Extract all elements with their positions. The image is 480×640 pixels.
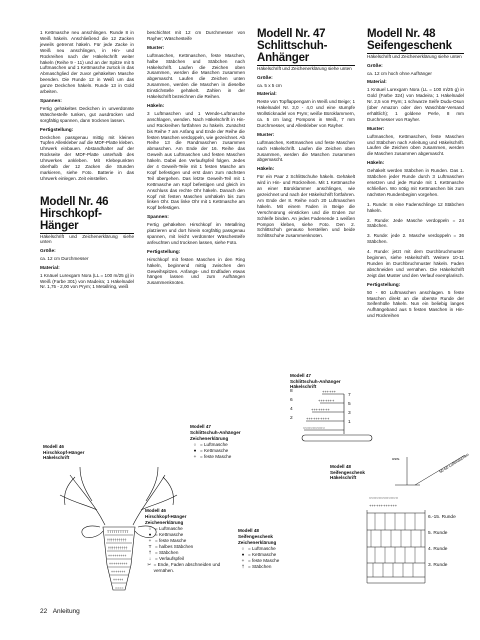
m48-runde-1: 1. Runde: In eine Fadenschlinge 12 Stäbchen häkeln. xyxy=(367,201,464,213)
model-47-title: Modell Nr. 47 xyxy=(257,28,326,40)
legend-47-item xyxy=(190,454,270,460)
legend-48-title3: Zeichenerklärung xyxy=(238,540,277,545)
feste-masche-icon: + xyxy=(148,538,152,543)
m46-material-heading: Material: xyxy=(40,265,60,271)
m47-material: Reste von Topflappengarn in Weiß und Beige; 1 Häkelnadel Nr. 3,0 - 4,0 und eine stumpfe Wollsticknadel von Prym; weiße Büroklammern, ca. 5 cm lang; Pompons in Weiß, 7 mm Durchmesser, und Alleskleber von Rayher. xyxy=(257,99,355,128)
m47-skate-chart xyxy=(300,388,380,448)
m48-round-label: 4. Runde xyxy=(428,547,448,552)
legend-text: = Ende, Faden abschneiden und vernähen. xyxy=(153,562,221,573)
m46-material: 1 Knäuel Lurexgarn Nora (LL = 100 m/25 g) in Weiß (Farbe 301) von Madeira; 1 Häkelnadel Nr. 1,75 - 2,00 von Prym; 1 Metallring, weiß xyxy=(40,272,134,290)
model-46-sub: Häkelschrift und Zeichenerklärung siehe unten xyxy=(40,233,134,245)
staebchen-icon: † xyxy=(148,550,152,555)
svg-text:++++++: ++++++ xyxy=(322,389,337,394)
m47-row-6: 6 xyxy=(290,398,293,403)
legend-text: = feste Masche xyxy=(248,558,280,563)
model-48-name: Seifengeschenk xyxy=(367,40,464,54)
m48-fertig-heading: Fertigstellung: xyxy=(367,282,401,288)
model-46-name: Hirschkopf-Hänger xyxy=(40,208,134,234)
kettmasche-icon: ● xyxy=(241,552,245,557)
model-46-header xyxy=(40,196,134,234)
m48-runde-2: 2. Runde: Jede Masche verdoppeln = 24 Stäbchen. xyxy=(367,217,464,229)
m48-material-heading: Material: xyxy=(367,80,387,86)
m48-runde-3: 3. Runde: jede 2. Masche verdoppeln = 36 Stäbchen. xyxy=(367,233,464,245)
m48-usw-label: usw. xyxy=(392,456,401,461)
m47-row-5: 5 xyxy=(348,402,351,407)
legend-46-title1: Modell 46 xyxy=(145,508,166,513)
m47-material-heading: Material: xyxy=(257,92,277,98)
svg-text:○○○○○○○○○: ○○○○○○○○○ xyxy=(303,425,325,430)
legend-47-title3: Zeichenerklärung xyxy=(190,436,229,441)
luftmasche-icon: ○ xyxy=(193,442,197,447)
m48-groesse-heading: Größe: xyxy=(367,63,383,69)
svg-text:+++++++++: +++++++++ xyxy=(108,554,127,558)
m47-row-8: 8 xyxy=(290,389,293,394)
m47-muster-heading: Muster: xyxy=(257,132,275,138)
col2-top-text: beschichtet mit 12 cm Durchmesser von Rayher; Wäschesteife xyxy=(147,30,245,41)
m48-muster-heading: Muster: xyxy=(367,126,385,132)
spannen-heading: Spannen: xyxy=(40,98,62,104)
legend-48-item xyxy=(238,564,318,570)
legend-text: = Stäbchen xyxy=(155,550,179,555)
spannen-text: Fertig gehäkeltes Deckchen in unverdünnte Wäschesteife tunken, gut ausdrücken und sorgfältig spannen, dann trocknen lassen. xyxy=(40,105,134,123)
legend-46-title2: Hirschkopf-Hänger xyxy=(145,514,187,519)
m47-muster: Luftmaschen, Kettmaschen und feste Maschen nach Häkelschrift. Laufen die Zeichen oben zusammen, werden die Maschen zusammen abgemascht. xyxy=(257,139,355,163)
column-4 xyxy=(367,28,464,323)
legend-text: = halbes Stäbchen xyxy=(155,544,194,549)
m48-round-label: 5. Runde xyxy=(428,531,448,536)
page-number: 22 xyxy=(40,608,48,615)
luftmasche-icon: ○ xyxy=(148,526,152,531)
fertigstellung-heading: Fertigstellung: xyxy=(40,127,74,133)
model-48-sub: Häkelschrift und Zeichenerklärung siehe unten xyxy=(367,54,462,59)
m48-fertig: 50 - 60 Luftmaschen anschlagen. 5 feste Maschen direkt an die oberste Runde der Seifenhülle häkeln. Nun ein beliebig langes Aufhängeband aus 5 festen Maschen in Hin- und Rückreihen xyxy=(367,289,464,319)
legend-48-title1: Modell 48 xyxy=(238,528,259,533)
model-46-title: Modell Nr. 46 xyxy=(40,195,109,208)
m47-haekeln: Für ein Paar 2 Schlittschuhe häkeln. Gehäkelt wird in Hin- und Rückreihen. Mit 1 Kettmasche an einer Büroklammer anschlingen, wie gezeichnet und nach der Häkelschrift fortfahren. Am Ende der 8. Reihe noch 20 Luftmaschen häkeln. Mit einem Faden in Beige die Verschnürung einsticken und die Enden zur Schleife binden. An jedes Fadenende 1 weißen Pompon kleben, siehe Foto. Den 2. Schlittschuh genauso herstellen und beide Schlittschuhe zusammenknoten. xyxy=(257,174,355,239)
legend-46-title3: Zeichenerklärung xyxy=(145,520,184,525)
legend-text: = Kettmasche xyxy=(155,532,184,537)
legend-text: = Kettmasche xyxy=(248,552,277,557)
m47-diagram-label: Modell 47 Schlittschuh-Anhänger Häkelschrift xyxy=(290,373,341,390)
m47-row-1: 1 xyxy=(348,420,351,425)
svg-text:+++++++: +++++++ xyxy=(111,570,126,574)
legend-text: = Luftmasche xyxy=(155,526,183,531)
m48-diagram-label: Modell 48 Seifengeschenk Häkelschrift xyxy=(330,464,365,481)
m46-haekeln-heading: Häkeln: xyxy=(147,103,165,109)
scissors-icon: ✂ xyxy=(147,562,152,567)
m48-haekeln: Gehäkelt werden Stäbchen in Runden. Das 1. Stäbchen jeder Runde durch 3 Luftmaschen ersetzen und jede Runde mit 1 Kettmasche schließen. Wo nötig mit Kettmaschen bis zum nächsten Rundenbeginn vorgehen. xyxy=(367,168,464,197)
svg-text:+++++++++: +++++++++ xyxy=(109,562,128,566)
svg-text:††††††††††: †††††††††† xyxy=(108,546,128,550)
uhr-text: 1 Kettmasche neu anschlingen. Runde 8 in Weiß häkeln. Anschließend die 12 Zacken jeweils getrennt häkeln. Für jede Zacke in Weiß neu anschlingen, in Hin- und Rückreihen nach der Häkelschrift weiter häkeln (Reihe 9 - 11) und an der Spitze mit 5 Luftmaschen und 1 Kettmasche zurück in das Abmaschglied der zuvor gehäkelten Masche beenden. Die Runde 12 in Weiß um das ganze Deckchen häkeln. Runde 13 in Gold arbeiten. xyxy=(40,30,134,95)
luftmasche-icon: ○ xyxy=(241,546,245,551)
svg-text:+++++: +++++ xyxy=(113,578,124,582)
page-footer xyxy=(40,608,80,615)
svg-text:+++++++: +++++++ xyxy=(318,398,335,403)
svg-text:++++++++++++: ++++++++++++ xyxy=(369,503,398,508)
legend-46-item xyxy=(145,562,230,574)
m48-muster: Luftmaschen, Kettmaschen, feste Maschen und Stäbchen nach Anleitung und Häkelschrift. Laufen die Zeichen oben zusammen, werden die Maschen zusammen abgemascht. xyxy=(367,133,464,157)
m48-round-label: 3. Runde xyxy=(428,563,448,568)
m48-material: 1 Knäuel Lurexgarn Nora (LL = 100 m/25 g) in Gold (Farbe 324) von Madeira; 1 Häkelnadel Nr. 2,5 von Prym; 1 schwarze Seife Dudu-Osun (über Amazon oder den Waschbär-Versand erhältlich); 1 goldene Perle, 8 mm Durchmesser von Rayher. xyxy=(367,87,464,122)
svg-text:++++++++++: ++++++++++ xyxy=(306,416,330,421)
m46-fertig-heading: Fertigstellung: xyxy=(147,249,181,255)
legend-46 xyxy=(145,508,230,574)
m48-haekeln-heading: Häkeln: xyxy=(367,161,385,167)
verlaufspfeil-icon: ↓ xyxy=(148,556,152,561)
m46-groesse: ca. 12 cm Durchmesser xyxy=(40,255,89,261)
m48-round-labels xyxy=(428,510,456,574)
legend-text: = Stäbchen xyxy=(248,564,272,569)
svg-text:††††††††††: †††††††††† xyxy=(107,538,127,542)
kettmasche-icon: ● xyxy=(148,532,152,537)
staebchen-icon: † xyxy=(241,564,245,569)
legend-47 xyxy=(190,424,270,460)
model-48-title: Modell Nr. 48 xyxy=(367,28,436,40)
column-2 xyxy=(147,30,245,290)
m47-groesse-heading: Größe: xyxy=(257,75,273,81)
m46-muster: Luftmaschen, Kettmaschen, feste Maschen, halbe Stäbchen und Stäbchen nach Häkelschrift. Laufen die Zeichen oben zusammen, werden die Maschen zusammen abgemascht. Laufen die Zeichen unten zusammen, werden die Maschen in dieselbe Einstichstelle gehäkelt. Zahlen in der Häkelschrift bezeichnen die Reihen. xyxy=(147,52,245,100)
legend-text: = Luftmasche xyxy=(248,546,276,551)
m48-round-label: 6.-15. Runde xyxy=(428,515,456,520)
column-1 xyxy=(40,30,134,294)
m46-fertig: Hirschkopf mit festen Maschen in den Ring häkeln, beginnend mittig zwischen den Geweihspitzen. Anfangs- und Endfaden etwas hängen lassen und zum Aufhängen zusammenknoten. xyxy=(147,256,245,286)
m46-groesse-heading: Größe: xyxy=(40,248,56,254)
legend-47-title1: Modell 47 xyxy=(190,424,211,429)
model-47-name: Schlittschuh-Anhänger xyxy=(257,40,355,66)
m46-spannen: Fertig gehäkelten Hirschkopf im Metallring platzieren und dort hinein sorgfältig passgenau spannen, mit leicht verdünnter Wäschesteife anfeuchten und trocknen lassen, siehe Foto. xyxy=(147,222,245,245)
m47-row-numbers-left xyxy=(290,387,293,423)
halbes-staebchen-icon: T xyxy=(148,544,152,549)
m46-haekeln: 3 Luftmaschen und 1 Wende-Luftmasche anschlagen, wenden. Nach Häkelschrift in Hin- und Rückreihen fortfahren zu häkeln. Zunächst bis Reihe 7 am Anfang und Ende der Reihe die festen Maschen verdoppeln, wie gezeichnet. Ab Reihe 13 die Randmaschen zusammen abmaschen. Am Ende der 16. Reihe das Geweih aus Luftmaschen und festen Maschen häkeln. Dabei den Verlaufspfeil folgen. Jedes der 4 Geweih-Teile mit 1 festen Masche am Kopf befestigen und erst dann zum nächsten Teil übergehen. Das letzte Geweih-Teil mit 1 Kettmasche am Kopf befestigen und gleich im Anschluss das rechte Ohr häkeln. Danach den Kopf mit festen Maschen umhäkeln bis zum linken Ohr. Das linke Ohr mit 1 Kettmasche am Kopf befestigen. xyxy=(147,110,245,211)
m48-lm-label: 50-60 Luftmaschen xyxy=(438,451,470,475)
legend-text: = feste Masche xyxy=(155,538,187,543)
m47-haekeln-heading: Häkeln: xyxy=(257,167,275,173)
feste-masche-icon: + xyxy=(241,558,245,563)
legend-text: = feste Masche xyxy=(200,454,232,459)
m47-row-4: 4 xyxy=(290,407,293,412)
legend-48-title2: Seifengeschenk xyxy=(238,534,273,539)
m47-row-3: 3 xyxy=(348,411,351,416)
fertigstellung-text: Deckchen passgenau mittig mit kleinen Tupfen Alleskleber auf die MDF-Platte kleben. Uhrwerk einbauen. Abstandhalter auf der Rückseite der MDF-Platte unterhalb des Uhrwerkes ankleben. Mit Klebepunkten oberhalb der 12 Zacken die Stunden markieren, siehe Foto. Batterie in das Uhrwerk einlegen. Zeit einstellen. xyxy=(40,134,134,181)
legend-text: = Luftmasche xyxy=(200,442,228,447)
svg-text:++++++++: ++++++++ xyxy=(311,407,330,412)
legend-text: = Verlaufspfeil xyxy=(155,556,184,561)
m47-row-2: 2 xyxy=(290,416,293,421)
m47-row-7: 7 xyxy=(348,393,351,398)
m48-runde-4: 4. Runde: jetzt mit dem Durchbruchmuster beginnen, siehe Häkelschrift. Weitere 10-11 Runden im Durchbruchmuster häkeln. Faden abschneiden und vernähen. Die Häkelschrift zeigt das Muster und den Verlauf exemplarisch. xyxy=(367,249,464,278)
svg-text:○○○○○○○○○○○○: ○○○○○○○○○○○○ xyxy=(369,495,398,500)
m46-diagram-label: Modell 46 Hirschkopf-Hänger Häkelschrift xyxy=(43,444,85,461)
m46-spannen-heading: Spannen: xyxy=(147,215,169,221)
legend-47-title2: Schlittschuh-Anhänger xyxy=(190,430,241,435)
legend-text: = Kettmasche xyxy=(200,448,229,453)
svg-text:○○○○: ○○○○ xyxy=(115,586,124,590)
m47-row-numbers-right xyxy=(348,391,351,427)
column-3 xyxy=(257,28,355,243)
m48-groesse: ca. 12 cm hoch ohne Aufhänger xyxy=(367,70,432,76)
model-47-sub: Häkelschrift und Zeichenerklärung siehe unten xyxy=(257,66,352,71)
legend-48 xyxy=(238,528,318,570)
footer-label: Anleitung xyxy=(52,608,80,615)
kettmasche-icon: ● xyxy=(193,448,197,453)
m46-muster-heading: Muster: xyxy=(147,45,165,51)
m47-groesse: ca. 5 x 5 cm xyxy=(257,82,282,88)
feste-masche-icon: + xyxy=(193,454,197,459)
svg-text:ТТТТТТТТТТ: ТТТТТТТТТТ xyxy=(107,530,129,534)
